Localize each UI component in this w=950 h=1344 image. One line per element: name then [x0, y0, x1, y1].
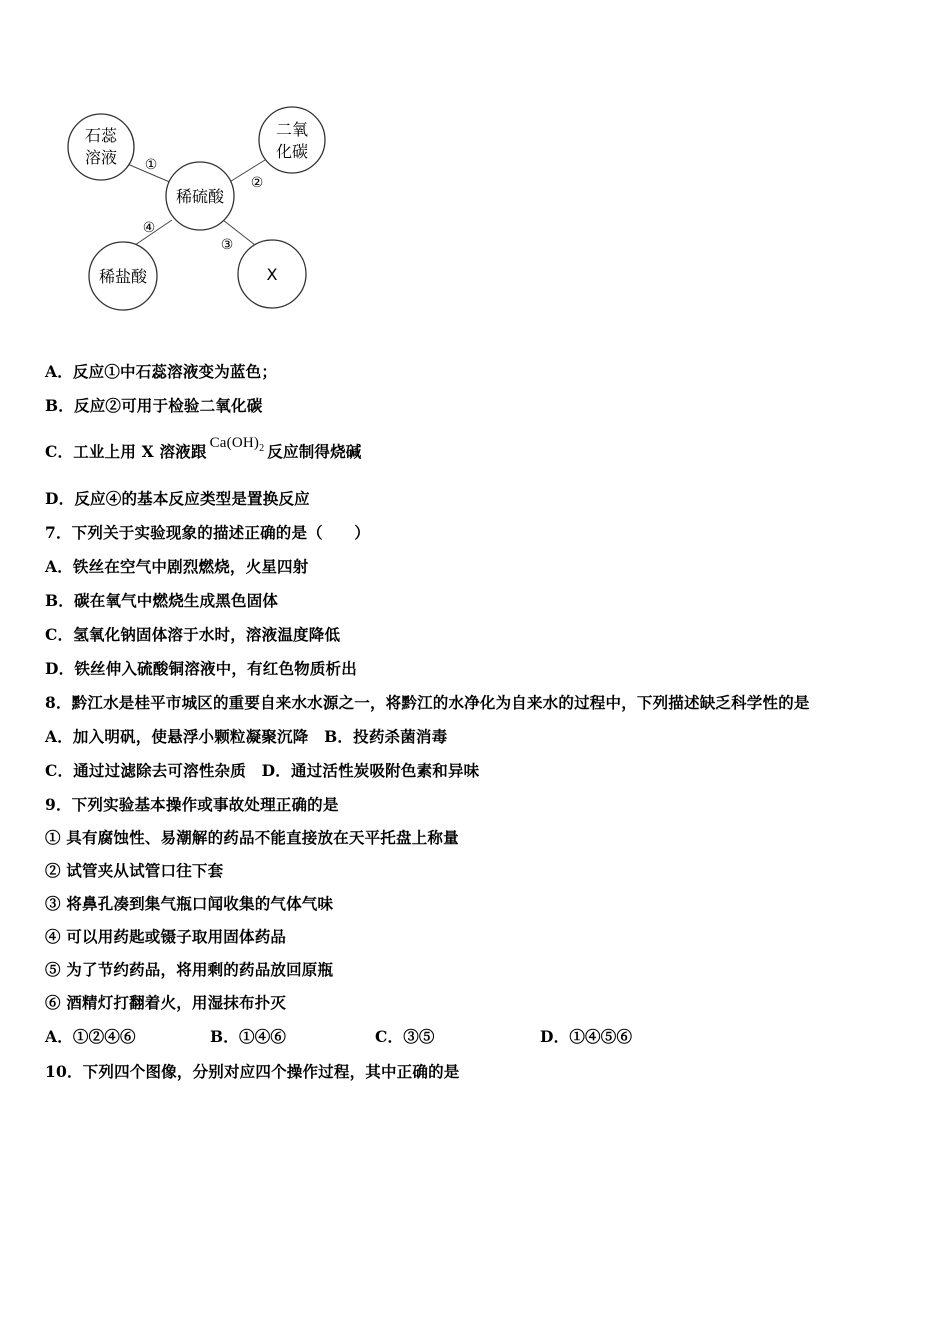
node-co2-line2: 化碳 [275, 142, 309, 161]
q9-option-d: D．①④⑤⑥ [540, 1027, 633, 1046]
q9-item-3: ③ 将鼻孔凑到集气瓶口闻收集的气体气味 [45, 894, 334, 913]
reaction-label-2: ② [250, 175, 264, 191]
q9-option-b: B．①④⑥ [210, 1027, 287, 1046]
q9-stem: 9．下列实验基本操作或事故处理正确的是 [45, 795, 339, 814]
q10-stem: 10．下列四个图像，分别对应四个操作过程，其中正确的是 [45, 1062, 460, 1081]
q8-stem: 8．黔江水是桂平市城区的重要自来水水源之一，将黔江的水净化为自来水的过程中，下列描述缺乏科学性的是 [45, 693, 810, 712]
q6-option-d: D．反应④的基本反应类型是置换反应 [45, 489, 310, 508]
q6-option-b: B．反应②可用于检验二氧化碳 [45, 396, 263, 415]
node-litmus-line2: 溶液 [84, 148, 118, 167]
node-co2-line1: 二氧 [275, 120, 309, 139]
q9-option-a: A．①②④⑥ [45, 1027, 136, 1046]
q6-option-c-prefix: C．工业上用 X 溶液跟 [45, 442, 207, 461]
node-hcl-label: 稀盐酸 [98, 267, 148, 286]
q6-option-c [45, 435, 362, 464]
node-litmus-line1: 石蕊 [84, 126, 118, 145]
reaction-diagram [60, 105, 340, 320]
q7-option-b: B．碳在氧气中燃烧生成黑色固体 [45, 591, 279, 610]
q7-option-a: A．铁丝在空气中剧烈燃烧，火星四射 [45, 557, 309, 576]
formula-caoh2 [209, 435, 265, 454]
q8-options-ab: A．加入明矾，使悬浮小颗粒凝聚沉降 B．投药杀菌消毒 [45, 727, 448, 746]
q6-option-a: A．反应①中石蕊溶液变为蓝色； [45, 362, 278, 381]
node-x-label: X [266, 265, 278, 284]
q9-item-5: ⑤ 为了节约药品，将用剩的药品放回原瓶 [45, 960, 334, 979]
q9-item-2: ② 试管夹从试管口往下套 [45, 861, 224, 880]
q8-options-cd: C．通过过滤除去可溶性杂质 D．通过活性炭吸附色素和异味 [45, 761, 480, 780]
node-litmus [68, 114, 134, 180]
q9-item-1: ① 具有腐蚀性、易潮解的药品不能直接放在天平托盘上称量 [45, 828, 459, 847]
q9-option-c: C．③⑤ [375, 1027, 435, 1046]
formula-caoh2-sub: 2 [259, 443, 265, 454]
node-center-label: 稀硫酸 [175, 187, 225, 206]
q9-options [45, 1025, 632, 1047]
reaction-label-1: ① [144, 157, 158, 173]
reaction-label-3: ③ [220, 237, 234, 253]
q9-item-6: ⑥ 酒精灯打翻着火，用湿抹布扑灭 [45, 993, 287, 1012]
reaction-label-4: ④ [142, 220, 156, 236]
node-co2 [259, 107, 325, 173]
q6-option-c-suffix: 反应制得烧碱 [267, 442, 362, 461]
q7-option-d: D．铁丝伸入硫酸铜溶液中，有红色物质析出 [45, 659, 357, 678]
q7-option-c: C．氢氧化钠固体溶于水时，溶液温度降低 [45, 625, 341, 644]
formula-caoh2-main: Ca(OH) [209, 435, 260, 451]
q9-item-4: ④ 可以用药匙或镊子取用固体药品 [45, 927, 287, 946]
q7-stem: 7．下列关于实验现象的描述正确的是（ ） [45, 523, 370, 542]
